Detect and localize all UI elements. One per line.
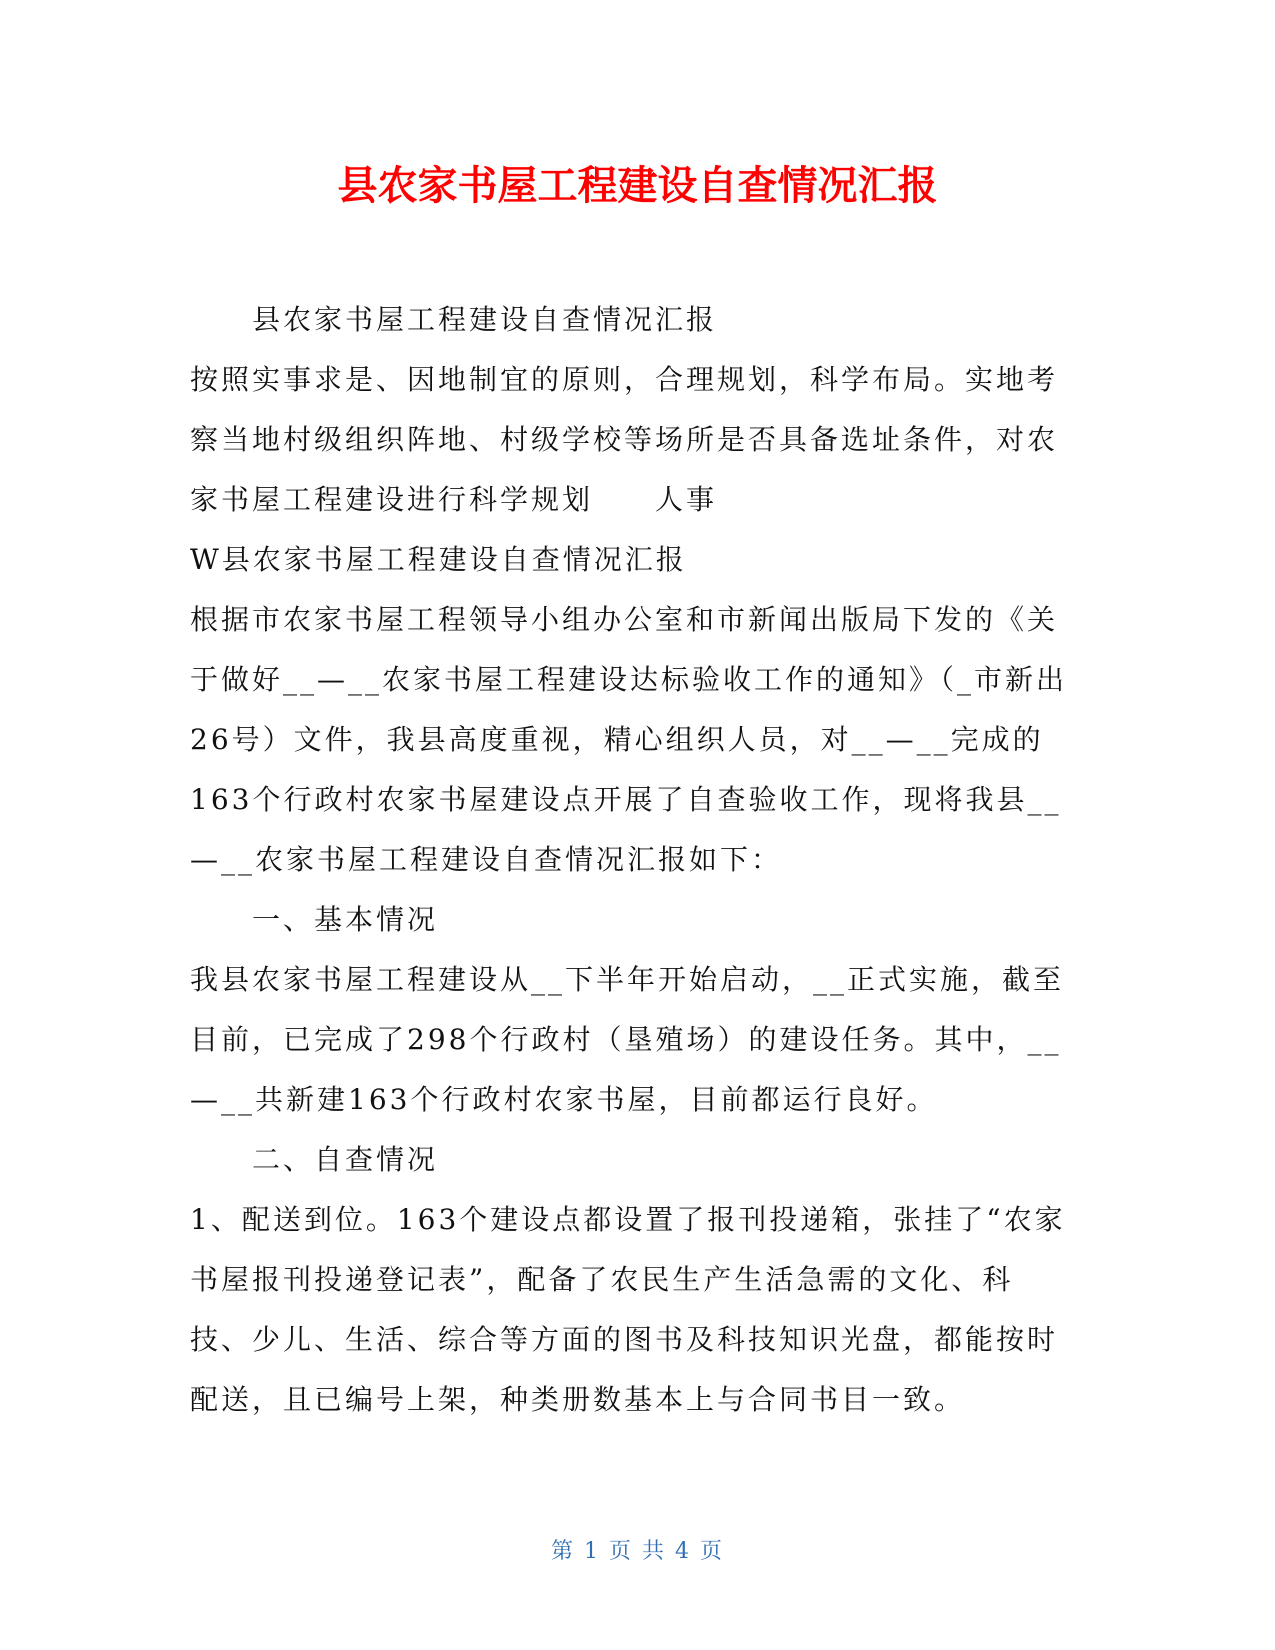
document-body xyxy=(190,290,1070,1430)
page-number: 第 1 页 共 4 页 xyxy=(551,1539,724,1564)
paragraph: W县农家书屋工程建设自查情况汇报 xyxy=(190,543,687,576)
paragraph: 1、配送到位。163个建设点都设置了报刊投递箱，张挂了“农家书屋报刊投递登记表”，配备了农民生产生活急需的文化、科技、少儿、生活、综合等方面的图书及科技知识光盘，都能按时配送，且已编号上架，种类册数基本上与合同书目一致。 xyxy=(190,1203,1066,1416)
paragraph-heading: 县农家书屋工程建设自查情况汇报 xyxy=(252,303,718,336)
paragraph: 按照实事求是、因地制宜的原则，合理规划，科学布局。实地考察当地村级组织阵地、村级学校等场所是否具备选址条件，对农家书屋工程建设进行科学规划 人事 xyxy=(190,363,1059,516)
section-heading-selfcheck: 二、自查情况 xyxy=(252,1143,439,1176)
paragraph: 我县农家书屋工程建设从__下半年开始启动，__正式实施，截至目前，已完成了298个行政村（垦殖场）的建设任务。其中，__—__共新建163个行政村农家书屋，目前都运行良好。 xyxy=(190,963,1065,1116)
section-heading-basic: 一、基本情况 xyxy=(252,903,439,936)
paragraph: 根据市农家书屋工程领导小组办公室和市新闻出版局下发的《关于做好__—__农家书屋工程建设达标验收工作的通知》（_市新出26号）文件，我县高度重视，精心组织人员，对__—__完成的163个行政村农家书屋建设点开展了自查验收工作，现将我县__—__农家书屋工程建设自查情况汇报如下： xyxy=(190,603,1068,876)
page-title: 县农家书屋工程建设自查情况汇报 xyxy=(337,163,938,209)
